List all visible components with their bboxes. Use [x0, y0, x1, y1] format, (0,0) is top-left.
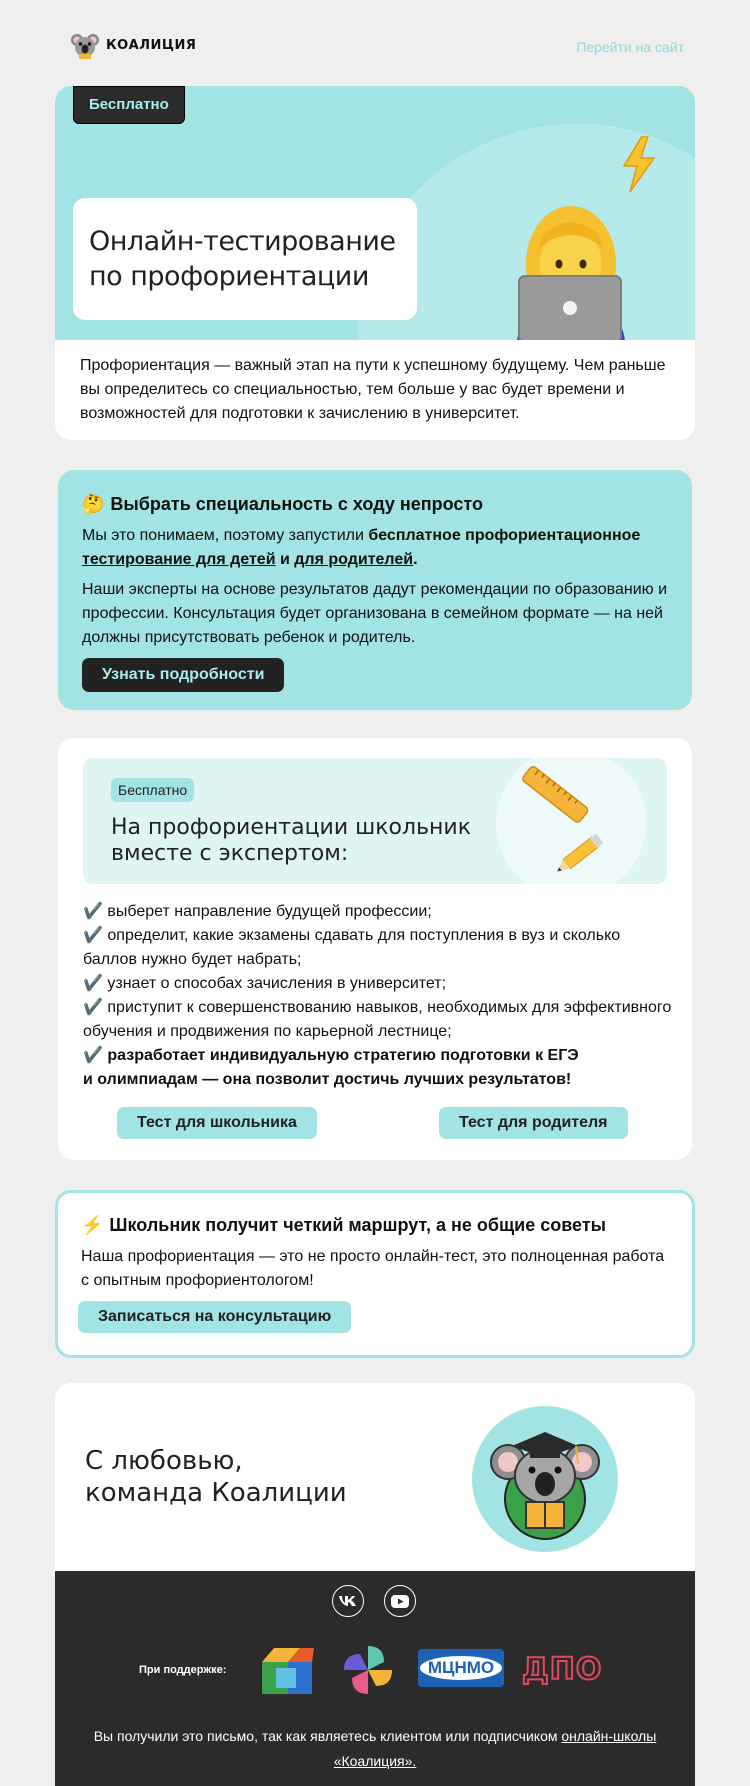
koala-logo-icon	[70, 30, 100, 60]
expert-title-line1: На профориентации школьник	[111, 815, 472, 840]
mcnmo-logo[interactable]: МЦНМО	[418, 1649, 504, 1687]
email-footer	[55, 1571, 695, 1786]
brand-name: КОАЛИЦИЯ	[106, 37, 197, 53]
specialty-p1-and: и	[275, 551, 295, 568]
email-header	[0, 0, 750, 86]
koala-avatar	[472, 1406, 618, 1552]
route-text: Наша профориентация — это не просто онлайн-тест, это полноценная работа с опытным профориентологом!	[81, 1248, 665, 1289]
expert-title-line2: вместе с экспертом:	[111, 841, 349, 866]
route-heading	[81, 1213, 669, 1237]
ruler-icon	[521, 766, 591, 832]
children-test-link[interactable]: тестирование для детей	[82, 551, 276, 568]
list-item: ✔️ узнает о способах зачисления в университет;	[83, 975, 447, 992]
go-to-site-link[interactable]: Перейти на сайт	[576, 39, 684, 55]
parent-test-button[interactable]: Тест для родителя	[439, 1107, 628, 1139]
book-consultation-button[interactable]: Записаться на консультацию	[78, 1301, 351, 1333]
expert-title	[111, 815, 471, 867]
learn-more-button[interactable]: Узнать подробности	[82, 658, 284, 692]
vk-icon[interactable]	[332, 1585, 364, 1617]
list-item: ✔️ выберет направление будущей профессии;	[83, 903, 432, 920]
lightning-icon	[618, 136, 660, 192]
cube-logo[interactable]	[260, 1644, 316, 1698]
specialty-heading-text: Выбрать специальность с ходу непросто	[110, 494, 483, 514]
specialty-p1-end: .	[413, 551, 418, 568]
dpo-logo[interactable]: ДПО	[522, 1651, 603, 1687]
specialty-card	[58, 470, 692, 710]
pencil-icon	[550, 830, 610, 880]
social-links	[332, 1585, 416, 1617]
school-link[interactable]: онлайн-школы «Коалиция».	[333, 1728, 657, 1769]
check-icon: ✔️	[83, 975, 103, 992]
specialty-p1-start: Мы это понимаем, поэтому запустили	[82, 527, 369, 544]
flower-logo[interactable]	[340, 1642, 396, 1698]
free-badge-small: Бесплатно	[111, 778, 194, 802]
specialty-p1-bold: бесплатное профориентационное	[368, 527, 641, 544]
parents-test-link[interactable]: для родителей	[294, 551, 414, 568]
signoff-card	[55, 1383, 695, 1571]
hero-title-box	[73, 198, 417, 320]
hero-description: Профориентация — важный этап на пути к успешному будущему. Чем раньше вы определитесь со специальностью, тем больше у вас будет времени и возможностей для подготовки к зачислению в университет.	[80, 357, 666, 422]
expert-card	[58, 738, 692, 1160]
student-test-button[interactable]: Тест для школьника	[117, 1107, 317, 1139]
route-card	[55, 1190, 695, 1358]
route-heading-text: Школьник получит четкий маршрут, а не общие советы	[109, 1215, 607, 1235]
hero-banner	[55, 86, 695, 340]
expert-benefits-list	[83, 900, 673, 1092]
woman-with-laptop-emoji	[509, 202, 629, 340]
support-label: При поддержке:	[139, 1664, 227, 1676]
check-icon: ✔️	[83, 927, 103, 944]
koala-graduate-icon	[472, 1406, 618, 1552]
specialty-paragraph-1	[82, 524, 668, 572]
signoff-text	[85, 1445, 347, 1509]
list-item-highlight: ✔️ разработает индивидуальную стратегию подготовки к ЕГЭ и олимпиадам — она позволит достичь лучших результатов!	[83, 1047, 579, 1088]
free-badge: Бесплатно	[73, 86, 185, 124]
hero-title-line2: по профориентации	[89, 261, 369, 292]
hero-title-line1: Онлайн-тестирование	[89, 226, 396, 257]
expert-banner	[83, 758, 667, 884]
signoff-line2: команда Коалиции	[85, 1478, 347, 1508]
youtube-icon[interactable]	[384, 1585, 416, 1617]
signoff-line1: С любовью,	[85, 1446, 243, 1476]
specialty-paragraph-2: Наши эксперты на основе результатов дадут рекомендации по образованию и профессии. Консультация будет организована в семейном формате — на ней должны присутствовать ребенок и родитель.	[82, 581, 668, 646]
footer-notice-text: Вы получили это письмо, так как являетесь клиентом или подписчиком	[93, 1728, 562, 1744]
check-icon: ✔️	[83, 903, 103, 920]
hero-card	[55, 86, 695, 440]
check-icon: ✔️	[83, 1047, 103, 1064]
list-item: ✔️ приступит к совершенствованию навыков, необходимых для эффективного обучения и продвижения по карьерной лестнице;	[83, 999, 672, 1040]
check-icon: ✔️	[83, 999, 103, 1016]
brand-logo[interactable]	[70, 30, 196, 60]
thinking-face-emoji: 🤔	[82, 494, 105, 514]
footer-notice	[85, 1724, 665, 1774]
list-item: ✔️ определит, какие экзамены сдавать для поступления в вуз и сколько баллов нужно будет набрать;	[83, 927, 621, 968]
specialty-heading	[82, 492, 668, 516]
hero-title	[89, 224, 401, 294]
lightning-emoji: ⚡	[81, 1215, 104, 1235]
